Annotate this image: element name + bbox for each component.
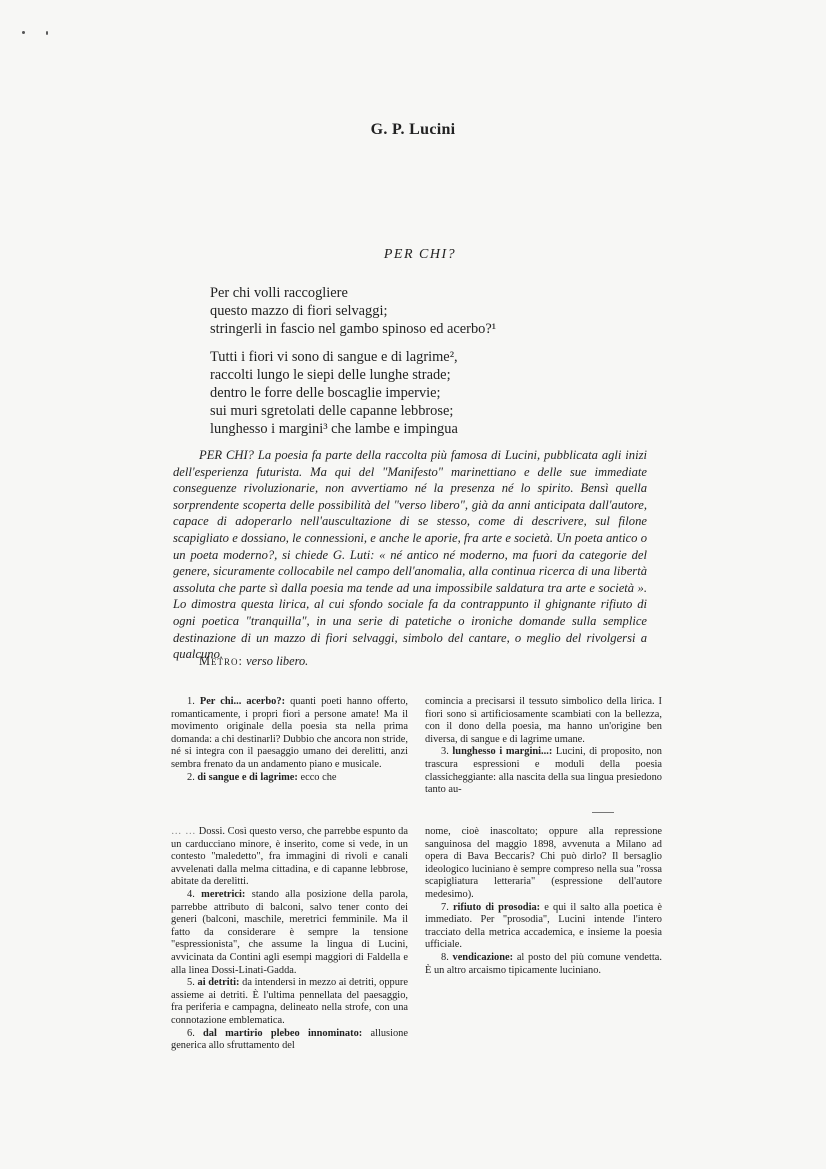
notes-column-right-bottom [425, 826, 662, 977]
poem-line: stringerli in fascio nel gambo spinoso ed acerbo?¹ [210, 321, 497, 337]
notes-column-left-bottom [171, 826, 408, 1053]
poem-line: Tutti i fiori vi sono di sangue e di lagrime², [210, 349, 458, 365]
footnote-term: lunghesso i margini...: [452, 746, 553, 758]
footnote-term: dal martirio plebeo innominato: [203, 1027, 363, 1039]
metre-value: verso libero. [246, 654, 309, 668]
scan-speck [46, 31, 48, 35]
footnote-term: rifiuto di prosodia: [452, 901, 541, 913]
notes-column-right-top [425, 696, 662, 797]
footnote-continuation: nome, cioè inascoltato; oppure alla repressione sanguinosa del maggio 1898, avvenuta a Milano ad opera di Bava Beccaris? Chi può dirlo? Il bersaglio ideologico luciniano è sempre compreso nella sua "rossa scapigliatura letteraria" (espressione dell'autore medesimo). [425, 826, 662, 900]
footnote-5: 5. ai detriti: da intendersi in mezzo ai detriti, oppure assieme ai detriti. È l'ultima pennellata del paesaggio, fra periferia e campagna, delineato nella strofe, con una connotazione emblematica. [171, 977, 409, 1026]
footnote-term: Per chi... acerbo?: [199, 696, 286, 707]
footnote-2: 2. di sangue e di lagrime: ecco che [187, 771, 337, 783]
commentary-paragraph: PER CHI? La poesia fa parte della raccolta più famosa di Lucini, pubblicata agli inizi dell'esperienza futurista. Ma qui del "Manifesto" marinettiano e delle sue immediate conseguenze rivoluzionarie, non avvertiamo né la presenza né lo spirito. Bensì quella sorprendente scoperta delle possibilità del "verso libero", già da anni anticipata dall'autore, capace di adoperarlo nell'auscultazione di se stesso, come di descrivere, sul filone scapigliato e dossiano, le connessioni, e anche le aporie, fra arte e società. Un poeta antico o un poeta moderno?, si chiede G. Luti: « né antico né moderno, ma fuori da categorie del genere, sicuramente collocabile nel campo dell'anomalia, alla continua ricerca di una libertà assoluta che parte sì dalla poesia ma tende ad una impossibile saldatura tra arte e società ». Lo dimostra questa lirica, al cui sfondo sociale fa da contrappunto il ghignante rifiuto di ogni poetica "tranquilla", in una serie di patetiche o ironiche domande sulla semplice destinazione di un mazzo di fiori selvaggi, simbolo del cantare, o meglio del rivolgersi a qualcuno. [173, 448, 647, 662]
poem-stanza [210, 284, 496, 338]
footnote-term: di sangue e di lagrime: [197, 771, 298, 783]
poem-title: PER CHI? [383, 247, 457, 262]
footnote-term: vendicazione: [452, 951, 514, 963]
poem-line: Per chi volli raccogliere [210, 285, 348, 301]
footnote-term: meretrici: [201, 888, 246, 900]
author-heading: G. P. Lucini [370, 121, 456, 138]
poem-line: dentro le forre delle boscaglie impervie; [210, 385, 441, 401]
footnote-1: 1. Per chi... acerbo?: quanti poeti hanno offerto, romanticamente, i propri fiori a persone amate! Ma il movimento originale della poesia sta nella prima domanda: a chi destinarli? Dubbio che ancora non stride, né si integra con il paesaggio umano dei derelitti, anzi sembra frenato da un andamento piano e musicale. [171, 696, 408, 770]
poem-line: questo mazzo di fiori selvaggi; [210, 303, 388, 319]
footnote-4: 4. meretrici: stando alla posizione della parola, parrebbe attributo di balconi, salvo tener conto dei generi (balconi, maschile, meretrici femminile. Ma il fatto da considerare è sempre la tensione "espressionista", che assume la lingua di Lucini, avvicinata da Contini agli esempi maggiori di Faldella e alla linea Dossi-Linati-Gadda. [171, 888, 408, 976]
footnote-3: 3. lunghesso i margini...: Lucini, di proposito, non trascura espressioni e moduli della poesia classicheggiante: alla nascita della sua lingua presiedono tanto au- [425, 746, 662, 796]
poem-stanza [210, 348, 458, 438]
footnote-continuation: … … Dossi. Così questo verso, che parrebbe espunto da un carducciano minore, è inserito, come si vede, in un contesto "maledetto", fra immagini di rivoli e canali avvelenati dalla melma cittadina, e di capanne lebbrose, abitate da derelitti. [171, 826, 408, 888]
footnote-continuation: comincia a precisarsi il tessuto simbolico della lirica. I fiori sono sì artificiosamente scambiati con la bellezza, con il dono della poesia, ma hanno un'origine ben diversa, di sangue e di lagrime umane. [425, 696, 662, 745]
footnote-6: 6. dal martirio plebeo innominato: allusione generica allo sfruttamento del [171, 1027, 408, 1052]
metre-label: Metro: [199, 654, 243, 668]
footnote-8: 8. vendicazione: al posto del più comune vendetta. È un altro arcaismo tipicamente luciniano. [425, 951, 662, 976]
poem-line: raccolti lungo le siepi delle lunghe strade; [210, 367, 451, 383]
divider [592, 812, 614, 813]
scan-speck [22, 31, 25, 34]
footnote-7: 7. rifiuto di prosodia: e qui il salto alla poetica è immediato. Per "prosodia", Lucini intende l'intero tracciato della metrica accademica, e insieme la poesia ufficiale. [425, 901, 662, 951]
poem-line: lunghesso i margini³ che lambe e impingua [210, 421, 458, 437]
footnote-term: ai detriti: [197, 977, 240, 989]
notes-column-left-top [171, 696, 408, 784]
metre-line [199, 654, 308, 669]
poem-line: sui muri sgretolati delle capanne lebbrose; [210, 403, 454, 419]
